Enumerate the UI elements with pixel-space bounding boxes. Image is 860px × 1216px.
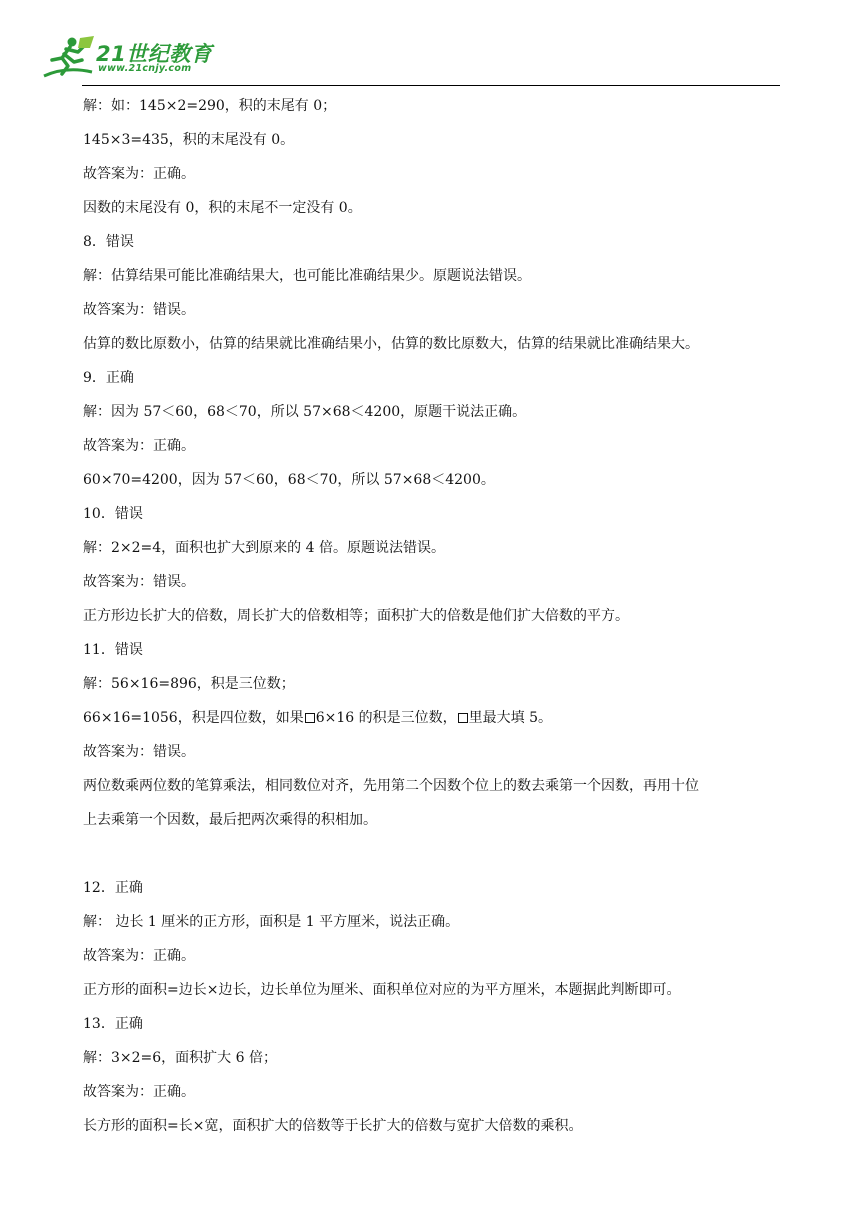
question-heading: 10．错误 (83, 506, 143, 522)
logo-url: www.21cnjy.com (98, 63, 192, 74)
text-line: 估算的数比原数小，估算的结果就比准确结果小，估算的数比原数大，估算的结果就比准确结果大。 (83, 336, 699, 352)
question-heading: 11．错误 (83, 642, 143, 658)
text-line: 解：56×16=896，积是三位数； (83, 676, 295, 692)
text-segment: 66×16=1056，积是四位数，如果 (83, 710, 304, 726)
text-line: 故答案为：正确。 (83, 948, 195, 964)
text-line (83, 709, 552, 727)
text-line: 故答案为：正确。 (83, 438, 195, 454)
text-line: 解：2×2=4，面积也扩大到原来的 4 倍。原题说法错误。 (83, 540, 445, 556)
text-line: 正方形边长扩大的倍数，周长扩大的倍数相等；面积扩大的倍数是他们扩大倍数的平方。 (83, 608, 629, 624)
text-line: 解：估算结果可能比准确结果大，也可能比准确结果少。原题说法错误。 (83, 268, 531, 284)
text-line: 60×70=4200，因为 57＜60，68＜70，所以 57×68＜4200。 (83, 472, 495, 488)
text-line: 正方形的面积=边长×边长，边长单位为厘米、面积单位对应的为平方厘米，本题据此判断即可。 (83, 982, 681, 998)
header-rule (82, 85, 780, 86)
page-header (0, 0, 860, 88)
text-line: 两位数乘两位数的笔算乘法，相同数位对齐，先用第二个因数个位上的数去乘第一个因数，再用十位 (83, 778, 699, 794)
text-line: 解： 边长 1 厘米的正方形，面积是 1 平方厘米，说法正确。 (83, 914, 460, 930)
logo (40, 36, 230, 80)
text-line: 故答案为：错误。 (83, 744, 195, 760)
blank-box-icon (305, 713, 315, 723)
text-line: 上去乘第一个因数，最后把两次乘得的积相加。 (83, 812, 377, 828)
text-segment: 6×16 的积是三位数， (315, 710, 457, 726)
text-line: 145×3=435，积的末尾没有 0。 (83, 132, 295, 148)
question-heading: 9．正确 (83, 370, 134, 386)
text-line: 解：如：145×2=290，积的末尾有 0； (83, 98, 337, 114)
text-line: 故答案为：正确。 (83, 1084, 195, 1100)
text-line: 故答案为：正确。 (83, 166, 195, 182)
text-line: 解：3×2=6，面积扩大 6 倍； (83, 1050, 277, 1066)
text-line: 长方形的面积=长×宽，面积扩大的倍数等于长扩大的倍数与宽扩大倍数的乘积。 (83, 1118, 583, 1134)
text-line: 故答案为：错误。 (83, 302, 195, 318)
blank-box-icon (458, 713, 468, 723)
question-heading: 13．正确 (83, 1016, 143, 1032)
text-segment: 里最大填 5。 (468, 710, 552, 726)
question-heading: 12．正确 (83, 880, 143, 896)
question-heading: 8．错误 (83, 234, 134, 250)
logo-text: 21世纪教育 (96, 42, 213, 66)
text-line: 解：因为 57＜60，68＜70，所以 57×68＜4200，原题干说法正确。 (83, 404, 527, 420)
runner-icon (40, 36, 100, 80)
text-line: 故答案为：错误。 (83, 574, 195, 590)
text-line: 因数的末尾没有 0，积的末尾不一定没有 0。 (83, 200, 362, 216)
